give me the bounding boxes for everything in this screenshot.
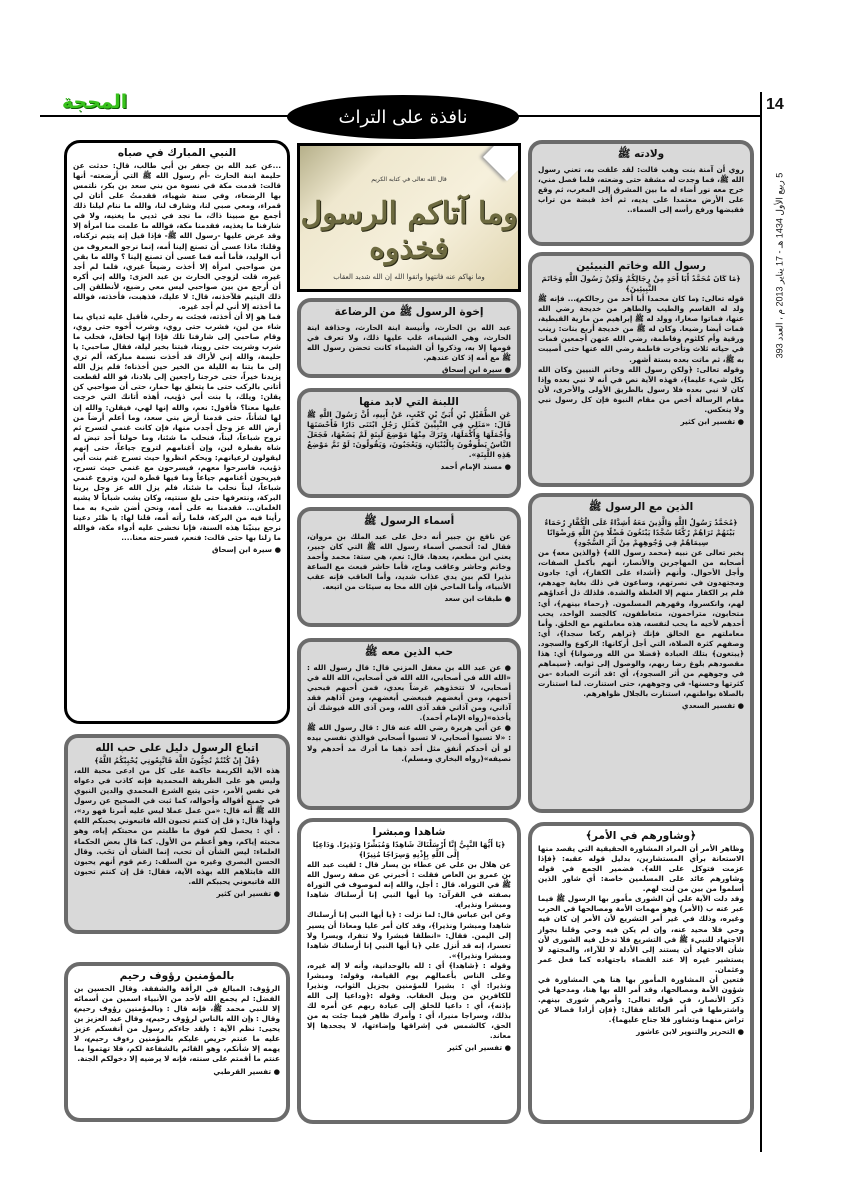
article-title: أسماء الرسول ﷺ [363,515,455,527]
article-childhood [64,140,290,724]
article-body: وقوله : ﴿شاهدا﴾ أي : لله بالوحدانية، وأنه لا إله غيره، وعلى الناس بأعمالهم يوم القيامة، وقوله: ومبشرا ونذيرا: أي : بشيرا للمؤمنين بجزيل الثواب، ونذيرا للكافرين من وبيل العقاب. وقوله :﴿وداعيا إلى الله بإذنه﴾، أي : داعيا للخلق إلى عبادة ربهم عن أمره لك بذلك، وسراجا منيرا، أي : وأمرك ظاهر فيما جئت به من الحق، كالشمس في إشراقها وإضاءتها، لا يجحدها إلا معاند. [307,960,511,1041]
article-love-companions [297,638,521,810]
article-source: ● مسند الإمام أحمد [307,462,511,471]
article-source: ● تفسير ابن كثير [307,1043,511,1052]
article-consultation [528,822,754,1124]
section-title: نافذة على التراث [338,106,468,128]
article-body: الرؤوف: المبالغ في الرأفة والشفقة. وقال الحسين بن الفضل: لم يجمع الله لأحد من الأنبياء اسمين من أسمائه إلا للنبي محمد ﷺ، فإنه قال : ﴿بالمؤمنين رؤوف رحيم﴾ وقال : ﴿إن الله بالناس لرؤوف رحيم﴾، وقال عبد العزيز بن يحيى: نظم الآية : ﴿لقد جاءكم رسول من أنفسكم عزيز عليه ما عنتم حريص عليكم بالمؤمنين رءوف رحيم﴾، لا يهمه إلا شأنكم، وهو القائم بالشفاعة لكم، فلا تهتموا بما عنتم ما أقمتم على سنته، فإنه لا يرضيه إلا دخولكم الجنة. [74,984,280,1064]
article-body: ● عن عبد الله بن مغفل المزني قال: قال رسول الله : «الله الله في أصحابي، الله الله في أصحابي، الله الله في أصحابي، لا تتخذوهم غرضاً بعدي، فمن أحبهم فبحبي أحبهم، ومن أبغضهم فببغضي أبغضهم، ومن آذاهم فقد آذاني، ومن آذاني فقد آذى الله، ومن آذى الله فيوشك أن يأخذه»(رواه الإمام أحمد). [307,663,511,723]
article-source: ● طبقات ابن سعد [307,594,511,603]
article-body: وقد دلت الآية على أن الشورى مأمور بها الرسول ﷺ فيما عبر عنه ب (الأمر) وهو مهمات الأمة ومصالحها في الحرب وغيره، وذلك في غير أمر التشريع لأن الأمر إن كان فيه وحي فلا محيد عنه، وإن لم يكن فيه وحي وقلنا بجواز الاجتهاد للنبيء ﷺ في التشريع فلا تدخل فيه الشورى لأن شأن الاجتهاد أن يستند إلى الأدلة لا للآراء، والمجتهد لا يستشير غيره إلا عند القضاء باجتهاده كما فعل عمر وعثمان. [538,894,744,974]
article-title: النبي المبارك في صباه [117,147,237,159]
quran-verse: ﴿قُلْ إِنْ كُنْتُمْ تُحِبُّونَ اللَّهَ فَاتَّبِعُونِي يُحْبِبْكُمُ اللَّهُ﴾ [94,756,260,765]
article-foster-siblings [297,298,521,378]
article-body: عن نافع بن جبير أنه دخل على عبد الملك بن مروان، فقال له: أتحصي أسماء رسول الله ﷺ التي كان جبير، يعني ابن مطعم، يعدها. قال: نعم، هي ستة: محمد وأحمد وخاتم وحاشر وعاقب وماح، فأما حاشر فبعث مع الساعة نذيرا لكم بين يدي عذاب شديد، وأما العاقب فإنه عقب الأنبياء، وأما الماحي فإن الله محا به سيئات من اتبعه. [307,532,511,592]
article-title: شاهدا ومبشرا [372,826,446,838]
image-calligraphy: وما آتاكم الرسول فخذوه [300,196,518,266]
article-body: فتعين أن المشاورة المأمور بها هنا هي المشاورة في شؤون الأمة ومصالحها، وقد أمر الله بها هنا، ومدحها في ذكر الأنصار، في قوله تعالى: وأمرهم شورى بينهم. واشترطها في أمر العائلة فقال: ﴿فإن أرادا فصالا عن تراض منهما وتشاور فلا جناح عليهما﴾. [538,974,744,1025]
article-birth [528,140,754,246]
article-source: ● تفسير ابن كثير [74,889,280,898]
article-brick [297,388,521,498]
section-banner [287,95,519,139]
calligraphy-image [297,143,521,292]
article-title: رسول الله وخاتم النبيئين [576,260,706,272]
magazine-logo: المحجة [62,91,128,113]
article-title: بالمؤمنين رؤوف رحيم [119,970,235,982]
article-body: وعن ابن عباس قال: لما نزلت : ﴿يا أيها النبي إنا أرسلناك شاهدا ومبشرا ونذيرا﴾، وقد كان أمر عليا ومعاذا أن يسير إلى اليمن. فقال: «انطلقا فبشرا ولا تنفرا، ويسرا ولا تعسرا، إنه قد أنزل علي ﴿يا أيها النبي إنا أرسلناك شاهدا ومبشرا ونذيرا﴾». [307,910,511,960]
article-body: وظاهر الأمر أن المراد المشاورة الحقيقية التي يقصد منها الاستعانة برأي المستشارين، بدليل قوله عقبه: ﴿فإذا عزمت فتوكل على الله﴾. فضمير الجمع في قوله وشاورهم عائد على المسلمين خاصة: أي شاور الذين أسلموا من بين من لنت لهم. [538,844,744,894]
article-body: روي أن آمنة بنت وهب قالت: لقد علقت به، تعني رسول الله ﷺ، فما وجدت له مشقة حتى وضعته، فلما فصل مني، خرج معه نور أضاء له ما بين المشرق إلى المغرب، ثم وقع على الأرض معتمدا على يديه، ثم أخذ قبضة من تراب فقبضها ورفع رأسه إلى السماء.. [538,165,744,215]
article-body: فما هو إلا أن أخذته، فجئت به رحلي، فأقبل عليه ثدياي بما شاء من لبن، فشرب حتى روي، وشرب أخوه حتى روي، وقام صاحبي إلى شارفنا تلك فإذا إنها لحافل، فحلب ما شرب وشربت حتى روينا، فبتنا بخير ليلة، فقال صاحبي: يا حليمة، والله إني لأراك قد أخذت نسمة مباركة، ألم تري إلى ما بتنا به الليلة من الخير حين أخذناه؛ فلم يزل الله يزيدنا خيراً، حتى خرجنا راجعين إلى بلادنا، فو الله لقطعت أتاني بالركب حتى ما يتعلق بها حمار، حتى أن صواحبي كن يقلن: ويلك، يا بنت أبي ذؤيب، أهذه أتانك التي خرجت عليها معنا؟ فأقول: نعم، والله إنها لهي، فيقلن: والله إن لها لشأناً، حتى قدمنا أرض بني سعد، وما أعلم أرضاً من أرض الله عز وجل أجدب منها، فإن كانت غنمي لتسرح ثم تروح شباعاً، لبناً، فنحلب ما شئنا، وما حولنا أحد تبض له شاة بقطرة لبن، وإن أغنامهم لتروح جياعاً، حتى إنهم ليقولون لرعيانهم: ويحكم انظروا حيث تسرح غنم بنت أبي ذؤيب، فاسرحوا معهم، فيسرحون مع غنمي حيث تسرح، فيريحون أغنامهم جياعاً وما فيها قطرة لبن، وتروح غنمي شباعاً، لبناً نحلب ما شئنا، فلم يزل الله عز وجل يرينا البركة، ونتعرفها حتى بلغ سنتيه، وكان يشب شباباً لا يشبه الغلمان... فقدمنا به على أمه، ونحن أضن شيء به مما رأينا فيه من البركة، فلما رأته أمه، قلنا لها: يا ظئر دعينا نرجع ببنيّنا هذه السنة، فإنا نخشى عليه أدواء مكة، فوالله ما زلنا بها حتى قالت: فنعم، فسرحته معنا.... [73,311,281,543]
article-title: الذين مع الرسول ﷺ [588,501,694,513]
issue-line [770,140,790,400]
article-title: ﴿وشاورهم في الأمر﴾ [585,830,697,842]
quran-verse: ﴿مُحَمَّدٌ رَسُولُ اللَّهِ وَالَّذِينَ مَعَهُ أَشِدَّاءُ عَلَى الْكُفَّارِ رُحَمَاءُ بَيْنَهُمْ تَرَاهُمْ رُكَّعًا سُجَّدًا يَبْتَغُونَ فَضْلًا مِنَ اللَّهِ وَرِضْوَانًا سِيمَاهُمْ فِي وُجُوهِهِمْ مِنْ أَثَرِ السُّجُودِ﴾ [544,518,738,548]
article-body: قوله تعالى: ﴿ما كان محمدا أبا أحد من رجالكم﴾... فإنه ﷺ ولد له القاسم والطيب والطاهر من خديجة رضي الله عنها، فماتوا صغارا، وولد له ﷺ إبراهيم من مارية القبطية، فمات أيضا رضيعا. وكان له ﷺ من خديجة أربع بنات: زينب ورقية وأم كلثوم وفاطمة، رضي الله عنهن أجمعين فمات في حياته ثلاث وتأخرت فاطمة رضي الله عنها حتى أصيبت به ﷺ، ثم ماتت بعده بستة أشهر. [538,294,744,364]
article-title: اللبنة التي لابد منها [359,396,459,408]
page-number: 14 [766,96,784,113]
article-source: ● تفسير القرطبي [74,1067,280,1076]
article-source: ● تفسير ابن كثير [538,417,744,426]
article-body: عن هلال بن علي عن عطاء بن يسار قال : لقيت عبد الله بن عمرو بن العاص فقلت : أخبرني عن صفة رسول الله ﷺ في التوراة. قال : أجل، والله إنه لموصوف في التوراة بصفته في القرآن: ﴿يا أيها النبي إنا أرسلناك شاهدا ومبشرا ونذيرا﴾. [307,860,511,910]
quran-verse: ﴿يَا أَيُّهَا النَّبِيُّ إِنَّا أَرْسَلْنَاكَ شَاهِدًا وَمُبَشِّرًا وَنَذِيرًا. وَدَاعِيًا إِلَى اللَّهِ بِإِذْنِهِ وَسِرَاجًا مُنِيرًا﴾ [312,840,506,860]
quran-verse: ﴿مَا كَانَ مُحَمَّدٌ أَبَا أَحَدٍ مِنْ رِجَالِكُمْ وَلَكِنْ رَسُولَ اللَّهِ وَخَاتَمَ النَّبِيئِينَ﴾ [541,274,741,294]
image-caption-bottom: وما نهاكم عنه فانتهوا واتقوا الله إن الله شديد العقاب [333,273,485,281]
article-witness [297,818,521,1124]
article-body: عَنِ الطُّفَيْلِ بْنِ أُبَيِّ بْنِ كَعْبٍ، عَنْ أَبِيهِ، أَنَّ رَسُولَ اللَّهِ ﷺ قَالَ: «مَثَلِي فِي النَّبِيِّينَ كَمَثَلِ رَجُلٍ ابْتَنَى دَارًا فَأَحْسَنَهَا وَأَجْمَلَهَا وَأَكْمَلَهَا، وَتَرَكَ مِنْهَا مَوْضِعَ لَبِنَةٍ لَمْ يَضَعْهَا، فَجَعَلَ النَّاسُ يَطُوفُونَ بِالْبُنْيَانِ، وَيَعْجَبُونَ، وَيَقُولُونَ: لَوْ تَمَّ مَوْضِعُ هَذِهِ اللَّبِنَةِ». [307,410,511,460]
article-body: ● عن أبي هريرة رضي الله عنه قال : قال رسول الله ﷺ : «لا تسبوا أصحابي، لا تسبوا أصحابي فوالذي نفسي بيده لو أن أحدكم أنفق مثل أحد ذهبا ما أدرك مد أحدهم ولا نصيفه»(رواه البخاري ومسلم). [307,723,511,763]
article-title: ولادته ﷺ [617,148,665,160]
article-body: عبد الله بن الحارث، وأنيسة ابنة الحارث، وحذافة ابنة الحارث، وهي الشيماء، غلب عليها ذلك، ولا تعرف في قومها إلا به، وذكروا أن الشيماء كانت تحضن رسول الله ﷺ مع أمه إذ كان عندهم. [307,323,511,363]
article-merciful [64,962,290,1122]
image-caption-top: قال الله تعالى في كتابه الكريم [371,176,447,183]
article-source: ● سيرة ابن إسحاق [73,545,281,554]
article-follow-prophet [64,734,290,934]
article-names-of-prophet [297,507,521,627]
article-seal-of-prophets [528,252,754,487]
article-source: ● تفسير السعدي [538,701,744,710]
article-source: ● سيرة ابن إسحاق [307,365,511,374]
article-body: ...عن عبد الله بن جعفر بن أبي طالب، قال: حدثت عن حليمة ابنة الحارث -أم رسول الله ﷺ التي أرضعته- أنها قالت: قدمت مكة في نسوة من بني سعد بن بكر، نلتمس بها الرضعاء، وفي سنة شهباء، فقدمتُ على أتان لي قمراء، ومعي صبي لنا، وشارف لنا، والله ما ننام ليلنا ذلك أجمع مع صبينا ذاك، ما نجد في ثديي ما يغنيه، ولا في شارفنا ما يغذيه، فقدمنا مكة، فوالله ما علمت منا امرأة إلا وقد عرض عليها -رسول الله ﷺ- فإذا قيل إنه يتيم تركناه، وقلنا: ماذا عسى أن تصنع إلينا أمه، إنما نرجو المعروف من أب الوليد، فأما أمه فما عسى أن تصنع إلينا ؟ والله ما بقي من صواحبي امرأة إلا أخذت رضيعاً غيري، فلما لم أجد غيره، قلت لزوجي الحارث بن عبد العزى: والله إني أكره أن أرجع من بين صواحبي ليس معي رضيع، لأنطلقن إلى ذلك اليتيم فلآخذنه، قال: لا عليك، فذهبت، فأخذته، فوالله ما أخذته إلا أني لم أجد غيره. [73,161,281,311]
issue-line-text: 5 ربيع الأول 1434 هـ - 17 يناير 2013 م ، العدد 393 [774,172,785,359]
article-title: إخوة الرسول ﷺ من الرضاعة [334,306,484,318]
article-source: ● التحرير والتنوير لابن عاشور [538,1027,744,1036]
article-body: وقوله تعالى: ﴿ولكن رسول الله وخاتم النبيين وكان الله بكل شيء عليما﴾، فهذه الآية نص في أنه لا نبي بعده وإذا كان لا نبي بعده فلا رسول بالطريق الأولى والأحرى، لأن مقام الرسالة أخص من مقام النبوة فإن كل رسول نبي ولا ينعكس. [538,364,744,414]
article-body: هذه الآية الكريمة حاكمة على كل من ادعى محبة الله، وليس هو على الطريقة المحمدية فإنه كاذب في دعواه في نفس الأمر، حتى يتبع الشرع المحمدي والدين النبوي في جميع أقواله وأحواله، كما ثبت في الصحيح عن رسول الله ﷺ أنه قال: «من عمل عملا ليس عليه أمرنا فهو رد»، ولهذا قال: ﴿ قل إن كنتم تحبون الله فاتبعوني يحببكم الله﴾ . أي : يحصل لكم فوق ما طلبتم من محبتكم إياه، وهو محبته إياكم، وهو أعظم من الأول. كما قال بعض الحكماء العلماء: ليس الشأن أن تحب، إنما الشأن أن تحَب. وقال الحسن البصري وغيره من السلف: زعم قوم أنهم يحبون الله فابتلاهم الله بهذه الآية، فقال: قل إن كنتم تحبون الله فاتبعوني يحببكم الله. [74,766,280,886]
article-title: اتباع الرسول دليل على حب الله [95,742,259,754]
column-rule [760,92,762,1152]
article-with-prophet [528,493,754,813]
article-title: حب الذين معه ﷺ [364,646,454,658]
article-body: يخبر تعالى عن نبيه ﴿محمد رسول الله﴾ ﴿والذين معه﴾ من أصحابه من المهاجرين والأنصار، أنهم بأكمل الصفات، وأجل الأحوال. وأنهم ﴿أشداء على الكفار﴾، أي: جادون ومجتهدون في نصرتهم، وساعون في ذلك بغاية جهدهم، فلم ير الكفار منهم إلا الغلظة والشدة. فلذلك ذل أعداؤهم لهم، وانكسروا، وقهرهم المسلمون. ﴿رحماء بينهم﴾، أي: متحابون، متراحمون، متعاطفون، كالجسد الواحد، يحب أحدهم لأخيه ما يحب لنفسه، هذه معاملتهم مع الخلق. وأما معاملتهم مع الخالق فإنك ﴿تراهم ركعا سجدا﴾، أي: وصفهم كثرة الصلاة، التي أجل أركانها: الركوع والسجود. ﴿يبتغون﴾ بتلك العبادة ﴿فضلا من الله ورضوانا﴾ أي: هذا مقصودهم بلوغ رضا ربهم، والوصول إلى ثوابه. ﴿سيماهم في وجوههم من أثر السجود﴾، أي :قد أثرت العبادة -من كثرتها وحسنها- في وجوههم، حتى استنارت. لما استنارت بالصلاة بواطنهم، استنارت بالجلال ظواهرهم. [538,548,744,699]
